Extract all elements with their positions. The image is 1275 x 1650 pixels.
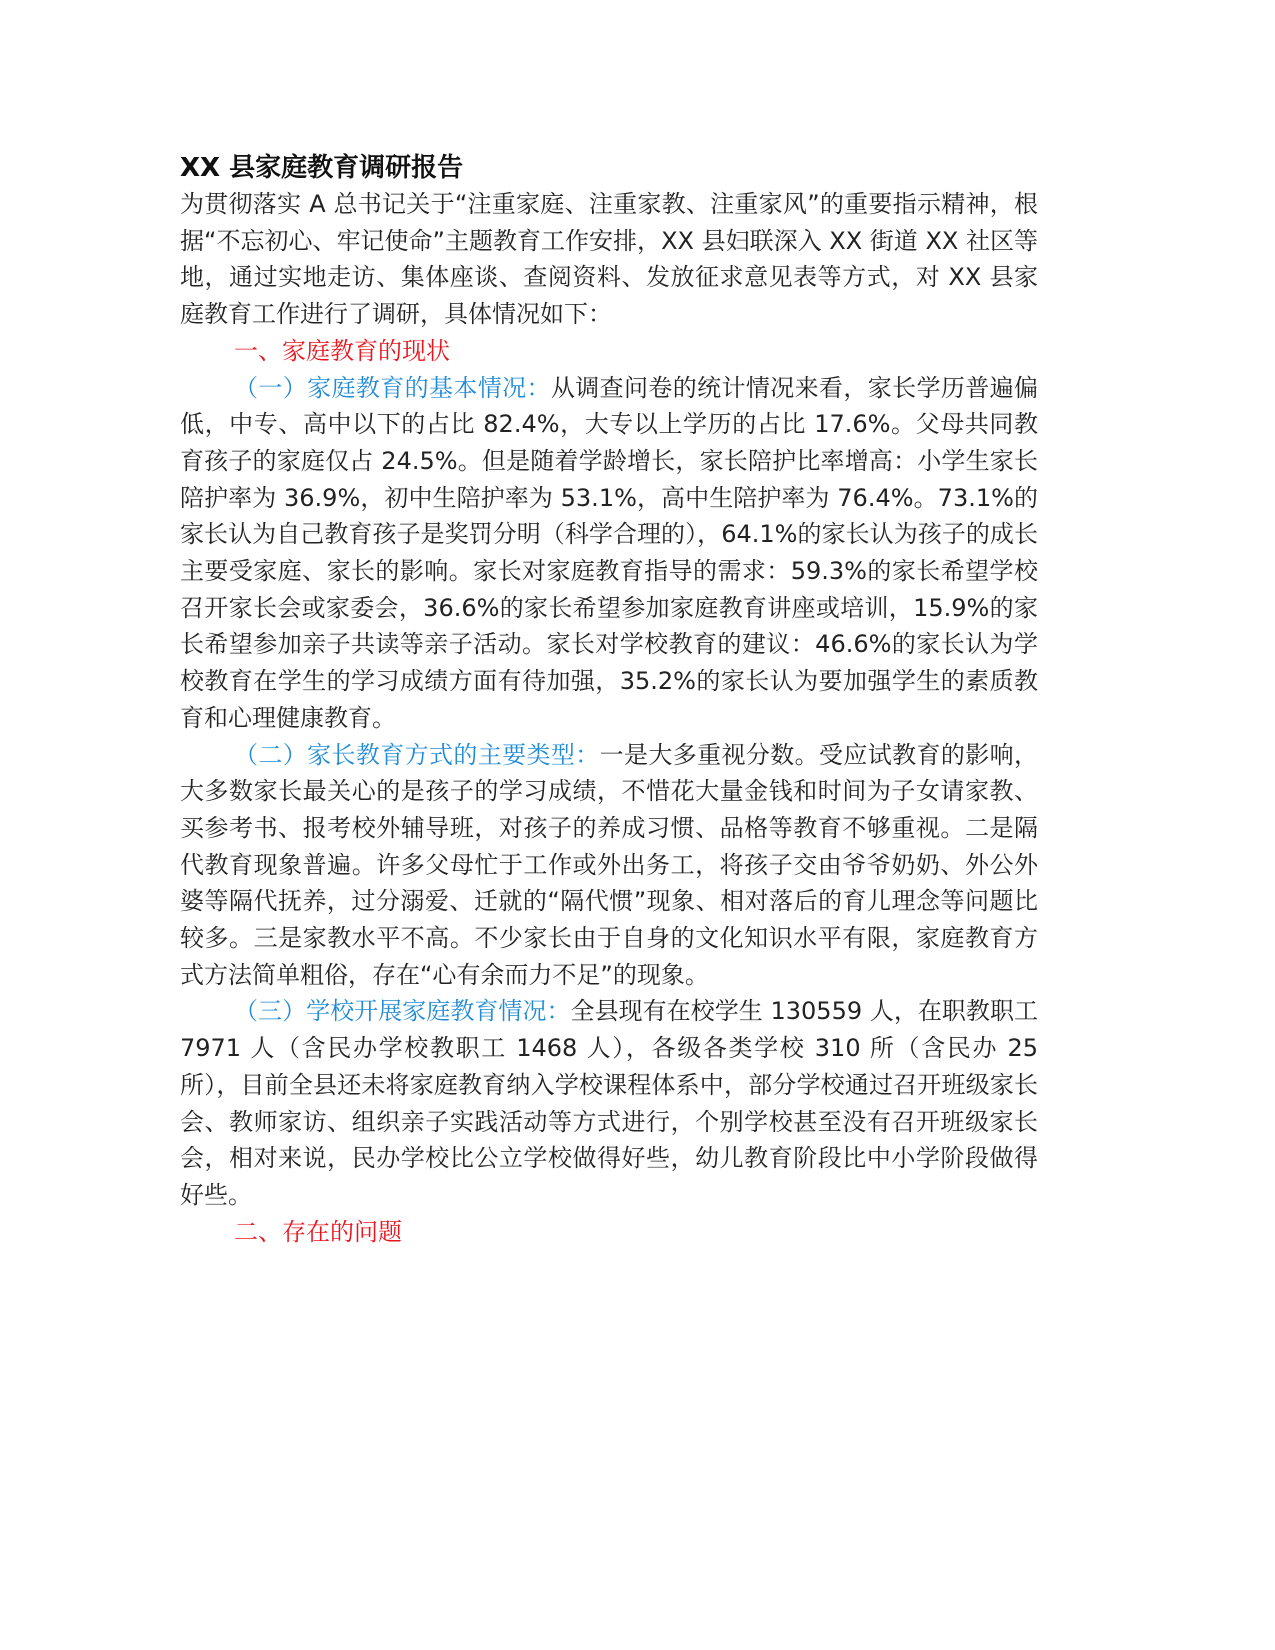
subsection-heading: （二）家长教育方式的主要类型： [234, 740, 600, 769]
document-page [180, 150, 1038, 1250]
intro-paragraph: 为贯彻落实 A 总书记关于“注重家庭、注重家教、注重家风”的重要指示精神，根据“不忘初心、牢记使命”主题教育工作安排，XX 县妇联深入 XX 街道 XX 社区等地，通过实地走访、集体座谈、查阅资料、发放征求意见表等方式，对 XX 县家庭教育工作进行了调研，具体情况如下： [180, 190, 1038, 329]
document-title: XX 县家庭教育调研报告 [180, 153, 464, 183]
section-heading-problems: 二、存在的问题 [234, 1217, 402, 1246]
subsection-heading: （一）家庭教育的基本情况： [234, 373, 551, 402]
subsection-basic-situation [180, 370, 1038, 737]
subsection-body: 一是大多重视分数。受应试教育的影响，大多数家长最关心的是孩子的学习成绩，不惜花大量金钱和时间为子女请家教、买参考书、报考校外辅导班，对孩子的养成习惯、品格等教育不够重视。二是隔代教育现象普遍。许多父母忙于工作或外出务工，将孩子交由爷爷奶奶、外公外婆等隔代抚养，过分溺爱、迁就的“隔代惯”现象、相对落后的育儿理念等问题比较多。三是家教水平不高。不少家长由于自身的文化知识水平有限，家庭教育方式方法简单粗俗，存在“心有余而力不足”的现象。 [180, 740, 1038, 989]
subsection-body: 全县现有在校学生 130559 人，在职教职工 7971 人（含民办学校教职工 1468 人），各级各类学校 310 所（含民办 25 所），目前全县还未将家庭教育纳入学校课程体系中，部分学校通过召开班级家长会、教师家访、组织亲子实践活动等方式进行，个别学校甚至没有召开班级家长会，相对来说，民办学校比公立学校做得好些，幼儿教育阶段比中小学阶段做得好些。 [180, 997, 1039, 1209]
subsection-body: 从调查问卷的统计情况来看，家长学历普遍偏低，中专、高中以下的占比 82.4%，大专以上学历的占比 17.6%。父母共同教育孩子的家庭仅占 24.5%。但是随着学龄增长，家长陪护比率增高：小学生家长陪护率为 36.9%，初中生陪护率为 53.1%，高中生陪护率为 76.4%。73.1%的家长认为自己教育孩子是奖罚分明（科学合理的），64.1%的家长认为孩子的成长主要受家庭、家长的影响。家长对家庭教育指导的需求：59.3%的家长希望学校召开家长会或家委会，36.6%的家长希望参加家庭教育讲座或培训，15.9%的家长希望参加亲子共读等亲子活动。家长对学校教育的建议：46.6%的家长认为学校教育在学生的学习成绩方面有待加强，35.2%的家长认为要加强学生的素质教育和心理健康教育。 [180, 373, 1038, 732]
section-heading-current-status: 一、家庭教育的现状 [234, 336, 450, 365]
subsection-heading: （三）学校开展家庭教育情况： [234, 997, 571, 1026]
subsection-school-family-education [180, 993, 1038, 1213]
subsection-parenting-types [180, 737, 1038, 994]
